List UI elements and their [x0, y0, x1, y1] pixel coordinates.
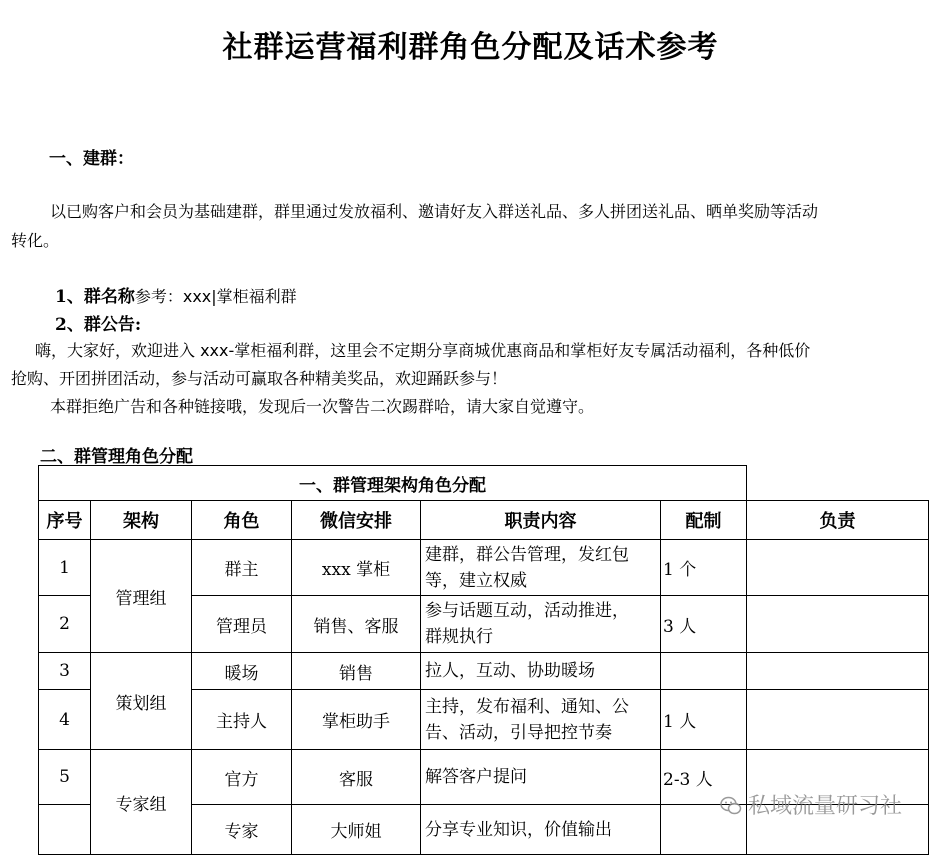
row-no — [39, 805, 91, 855]
row-owner — [747, 540, 929, 596]
row-duty — [421, 750, 661, 805]
duty-line1: 参与话题互动，活动推进， — [425, 601, 629, 621]
section1-paragraph-line2: 转化。 — [11, 231, 60, 250]
watermark — [720, 789, 902, 820]
table-caption-row — [39, 466, 929, 501]
row-count — [661, 653, 747, 690]
row-no: 3 — [39, 653, 91, 690]
table-header-row — [39, 501, 929, 540]
row-role: 群主 — [192, 540, 292, 596]
row-no: 5 — [39, 750, 91, 805]
col-header-count: 配制 — [661, 501, 747, 540]
row-duty — [421, 540, 661, 596]
row-count: 1 个 — [661, 540, 747, 596]
duty-line2: 告、活动，引导把控节奏 — [425, 722, 612, 743]
row-no: 1 — [39, 540, 91, 596]
group-planning: 策划组 — [91, 653, 192, 750]
notice-line2: 抢购、开团拼团活动，参与活动可赢取各种精美奖品，欢迎踊跃参与！ — [11, 369, 508, 388]
row-wechat: 掌柜助手 — [292, 690, 421, 750]
row-role: 官方 — [192, 750, 292, 805]
row-wechat: 销售 — [292, 653, 421, 690]
row-duty — [421, 596, 661, 653]
group-name-value: 参考：xxx|掌柜福利群 — [134, 287, 297, 306]
section1-paragraph-line1: 以已购客户和会员为基础建群，群里通过发放福利、邀请好友入群送礼品、多人拼团送礼品、晒单奖励等活动 — [50, 202, 819, 221]
row-count: 3 人 — [661, 596, 747, 653]
col-header-structure: 架构 — [91, 501, 192, 540]
group-name-label: 1、群名称 — [55, 287, 135, 307]
duty-line1: 主持，发布福利、通知、公 — [425, 696, 629, 717]
duty-line1: 分享专业知识，价值输出 — [425, 819, 612, 840]
row-owner — [747, 690, 929, 750]
group-notice-label: 2、群公告: — [55, 315, 142, 335]
duty-line1: 解答客户提问 — [425, 767, 527, 787]
table-caption: 一、群管理架构角色分配 — [39, 466, 747, 501]
group-management: 管理组 — [91, 540, 192, 653]
row-no: 4 — [39, 690, 91, 750]
row-role: 暖场 — [192, 653, 292, 690]
row-duty — [421, 653, 661, 690]
duty-line2: 等，建立权威 — [425, 570, 527, 591]
table-row — [39, 540, 929, 596]
watermark-text: 私域流量研习社 — [748, 794, 903, 819]
col-header-role: 角色 — [192, 501, 292, 540]
col-header-no: 序号 — [39, 501, 91, 540]
col-header-wechat: 微信安排 — [292, 501, 421, 540]
notice-line1: 嗨，大家好，欢迎进入 xxx-掌柜福利群，这里会不定期分享商城优惠商品和掌柜好友专属活动福利，各种低价 — [35, 341, 811, 360]
table-row — [39, 653, 929, 690]
row-wechat: xxx 掌柜 — [292, 540, 421, 596]
document-title: 社群运营福利群角色分配及话术参考 — [222, 30, 719, 65]
row-wechat: 客服 — [292, 750, 421, 805]
row-role: 专家 — [192, 805, 292, 855]
section2-heading: 二、群管理角色分配 — [40, 447, 193, 467]
row-no: 2 — [39, 596, 91, 653]
row-owner — [747, 653, 929, 690]
row-role: 管理员 — [192, 596, 292, 653]
row-wechat: 销售、客服 — [292, 596, 421, 653]
row-duty — [421, 805, 661, 855]
col-header-duty: 职责内容 — [421, 501, 661, 540]
row-role: 主持人 — [192, 690, 292, 750]
duty-line1: 建群，群公告管理，发红包 — [425, 544, 629, 565]
wechat-icon — [720, 796, 742, 816]
row-owner — [747, 596, 929, 653]
section1-heading: 一、建群： — [49, 149, 134, 169]
group-name-item — [55, 282, 297, 307]
group-expert: 专家组 — [91, 750, 192, 855]
col-header-owner: 负责 — [747, 501, 929, 540]
caption-blank-cell — [747, 466, 929, 501]
row-count: 1 人 — [661, 690, 747, 750]
notice-line3: 本群拒绝广告和各种链接哦，发现后一次警告二次踢群哈，请大家自觉遵守。 — [50, 397, 595, 416]
duty-line1: 拉人，互动、协助暖场 — [425, 661, 595, 681]
row-wechat: 大师姐 — [292, 805, 421, 855]
row-duty — [421, 690, 661, 750]
row-count: 2-3 人 — [661, 750, 747, 805]
duty-line2: 群规执行 — [425, 627, 493, 647]
